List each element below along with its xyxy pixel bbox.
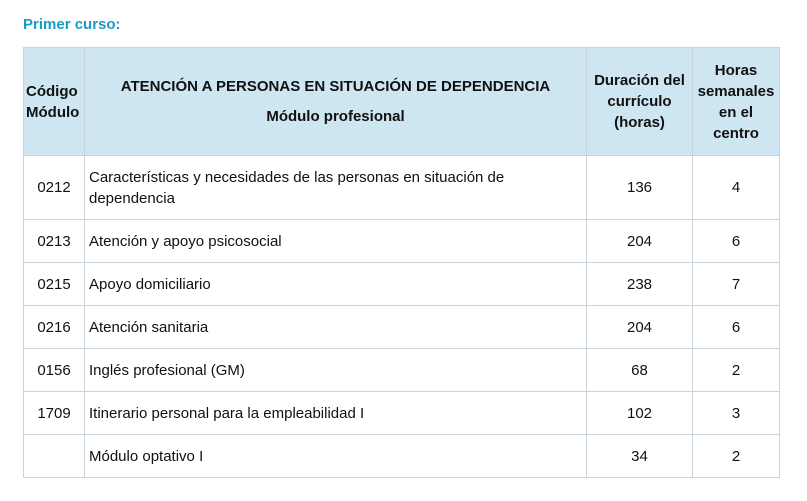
section-caption: Primer curso:: [23, 16, 121, 33]
weekly-hours-cell: 6: [693, 306, 780, 349]
header-code-line: Código: [26, 82, 78, 100]
header-hours-line: en el: [718, 103, 754, 121]
module-code-cell: 0215: [24, 263, 85, 306]
module-name-cell: Atención sanitaria: [85, 306, 587, 349]
module-code-cell: 0156: [24, 349, 85, 392]
weekly-hours-cell: 2: [693, 435, 780, 478]
header-hours-line: Horas: [714, 61, 758, 79]
table-header-row: [24, 48, 780, 156]
duration-cell: 204: [587, 220, 693, 263]
table-row: [24, 349, 780, 392]
module-name-cell: Módulo optativo I: [85, 435, 587, 478]
duration-cell: 34: [587, 435, 693, 478]
weekly-hours-cell: 2: [693, 349, 780, 392]
table-row: [24, 156, 780, 220]
weekly-hours-cell: 6: [693, 220, 780, 263]
header-duration-line: currículo: [607, 93, 672, 110]
table-row: [24, 392, 780, 435]
module-name-cell: Atención y apoyo psicosocial: [85, 220, 587, 263]
table-row: [24, 306, 780, 349]
table-row: [24, 263, 780, 306]
module-name-cell: Apoyo domiciliario: [85, 263, 587, 306]
module-name-cell: Inglés profesional (GM): [85, 349, 587, 392]
header-subtitle-text: Módulo profesional: [266, 108, 405, 125]
header-duration-line: (horas): [614, 114, 665, 131]
module-code-cell: 1709: [24, 392, 85, 435]
duration-cell: 238: [587, 263, 693, 306]
table-row: [24, 435, 780, 478]
header-module-code: [24, 48, 85, 156]
module-name-cell: Itinerario personal para la empleabilidad I: [85, 392, 587, 435]
header-module-title: [85, 48, 587, 156]
weekly-hours-cell: 7: [693, 263, 780, 306]
header-hours-line: centro: [713, 124, 759, 142]
weekly-hours-cell: 4: [693, 156, 780, 220]
module-code-cell: 0216: [24, 306, 85, 349]
module-code-cell: 0213: [24, 220, 85, 263]
duration-cell: 204: [587, 306, 693, 349]
module-code-cell: [24, 435, 85, 478]
modules-table: [23, 47, 780, 478]
duration-cell: 136: [587, 156, 693, 220]
header-title-text: ATENCIÓN A PERSONAS EN SITUACIÓN DE DEPENDENCIA: [120, 78, 551, 95]
module-name-cell: Características y necesidades de las personas en situación de dependencia: [85, 156, 587, 220]
duration-cell: 102: [587, 392, 693, 435]
module-code-cell: 0212: [24, 156, 85, 220]
header-code-line: Módulo: [26, 103, 80, 121]
table-row: [24, 220, 780, 263]
header-hours-line: semanales: [697, 82, 775, 100]
header-duration-line: Duración del: [594, 72, 685, 89]
header-duration: [587, 48, 693, 156]
duration-cell: 68: [587, 349, 693, 392]
header-weekly-hours: [693, 48, 780, 156]
weekly-hours-cell: 3: [693, 392, 780, 435]
